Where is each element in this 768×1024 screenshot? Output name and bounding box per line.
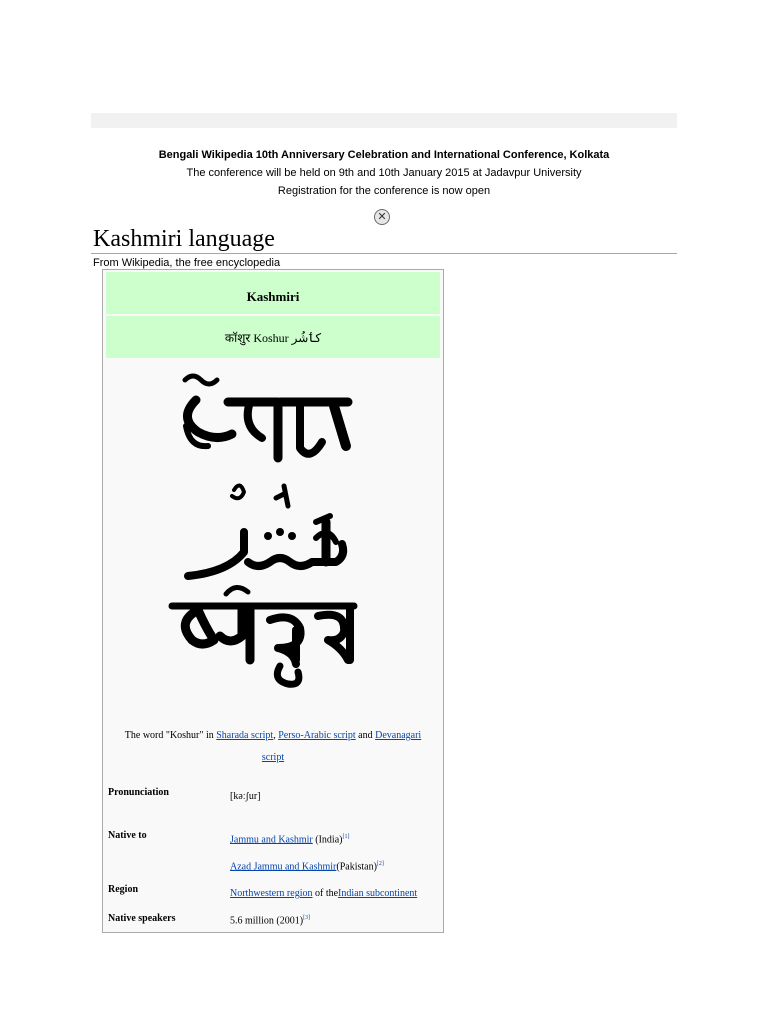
caption-sep-2: and — [355, 730, 376, 741]
pronunciation-value: [kəːʃur] — [230, 791, 261, 802]
speakers-count: 5.6 million (2001) — [230, 915, 304, 927]
perso-arabic-word — [188, 485, 343, 576]
link-perso-arabic-script[interactable]: Perso-Arabic script — [278, 730, 356, 741]
native-to-pakistan-text: (Pakistan) — [336, 861, 377, 873]
infobox-native-name: कॉशुर Koshur کٲشُر — [106, 316, 440, 358]
native-to-label: Native to — [108, 830, 147, 841]
region-value — [230, 888, 417, 899]
link-jammu-and-kashmir[interactable]: Jammu and Kashmir — [230, 834, 313, 846]
native-to-value-india — [230, 834, 349, 845]
reference-1[interactable]: [1] — [342, 834, 350, 840]
caption-sep-1: , — [273, 730, 279, 741]
infobox — [102, 269, 444, 933]
notice-headline: Bengali Wikipedia 10th Anniversary Celebration and International Conference, Kolkata — [158, 149, 610, 161]
link-indian-subcontinent[interactable]: Indian subcontinent — [338, 888, 418, 899]
reference-2[interactable]: [2] — [376, 861, 384, 867]
link-devanagari-script[interactable]: Devanagari script — [261, 730, 422, 763]
native-speakers-label: Native speakers — [108, 913, 176, 924]
page-title: Kashmiri language — [93, 226, 275, 252]
region-label: Region — [108, 884, 138, 895]
region-text: of the — [312, 888, 339, 899]
close-circle-icon[interactable]: ✕ — [374, 209, 390, 225]
site-notice — [91, 146, 677, 200]
image-caption — [113, 725, 433, 769]
pronunciation-label: Pronunciation — [108, 787, 169, 798]
devanagari-word — [172, 587, 354, 684]
sharada-word — [185, 376, 348, 458]
page-tagline: From Wikipedia, the free encyclopedia — [93, 257, 281, 269]
native-speakers-value — [230, 915, 310, 926]
link-northwestern-region[interactable]: Northwestern region — [230, 888, 313, 899]
link-azad-jammu-and-kashmir[interactable]: Azad Jammu and Kashmir — [230, 861, 337, 873]
link-sharada-script[interactable]: Sharada script — [216, 730, 274, 741]
notice-line-dates: The conference will be held on 9th and 10th January 2015 at Jadavpur University — [186, 167, 582, 179]
caption-prefix: The word "Koshur" in — [124, 730, 217, 741]
native-to-india-text: (India) — [312, 834, 343, 846]
koshur-script-image — [168, 366, 378, 706]
infobox-title: Kashmiri — [106, 272, 440, 314]
native-to-value-pakistan — [230, 861, 384, 872]
notice-line-registration: Registration for the conference is now open — [277, 185, 491, 197]
site-notice-bar — [91, 113, 677, 128]
title-divider — [91, 253, 677, 254]
reference-3[interactable]: [3] — [303, 915, 311, 921]
